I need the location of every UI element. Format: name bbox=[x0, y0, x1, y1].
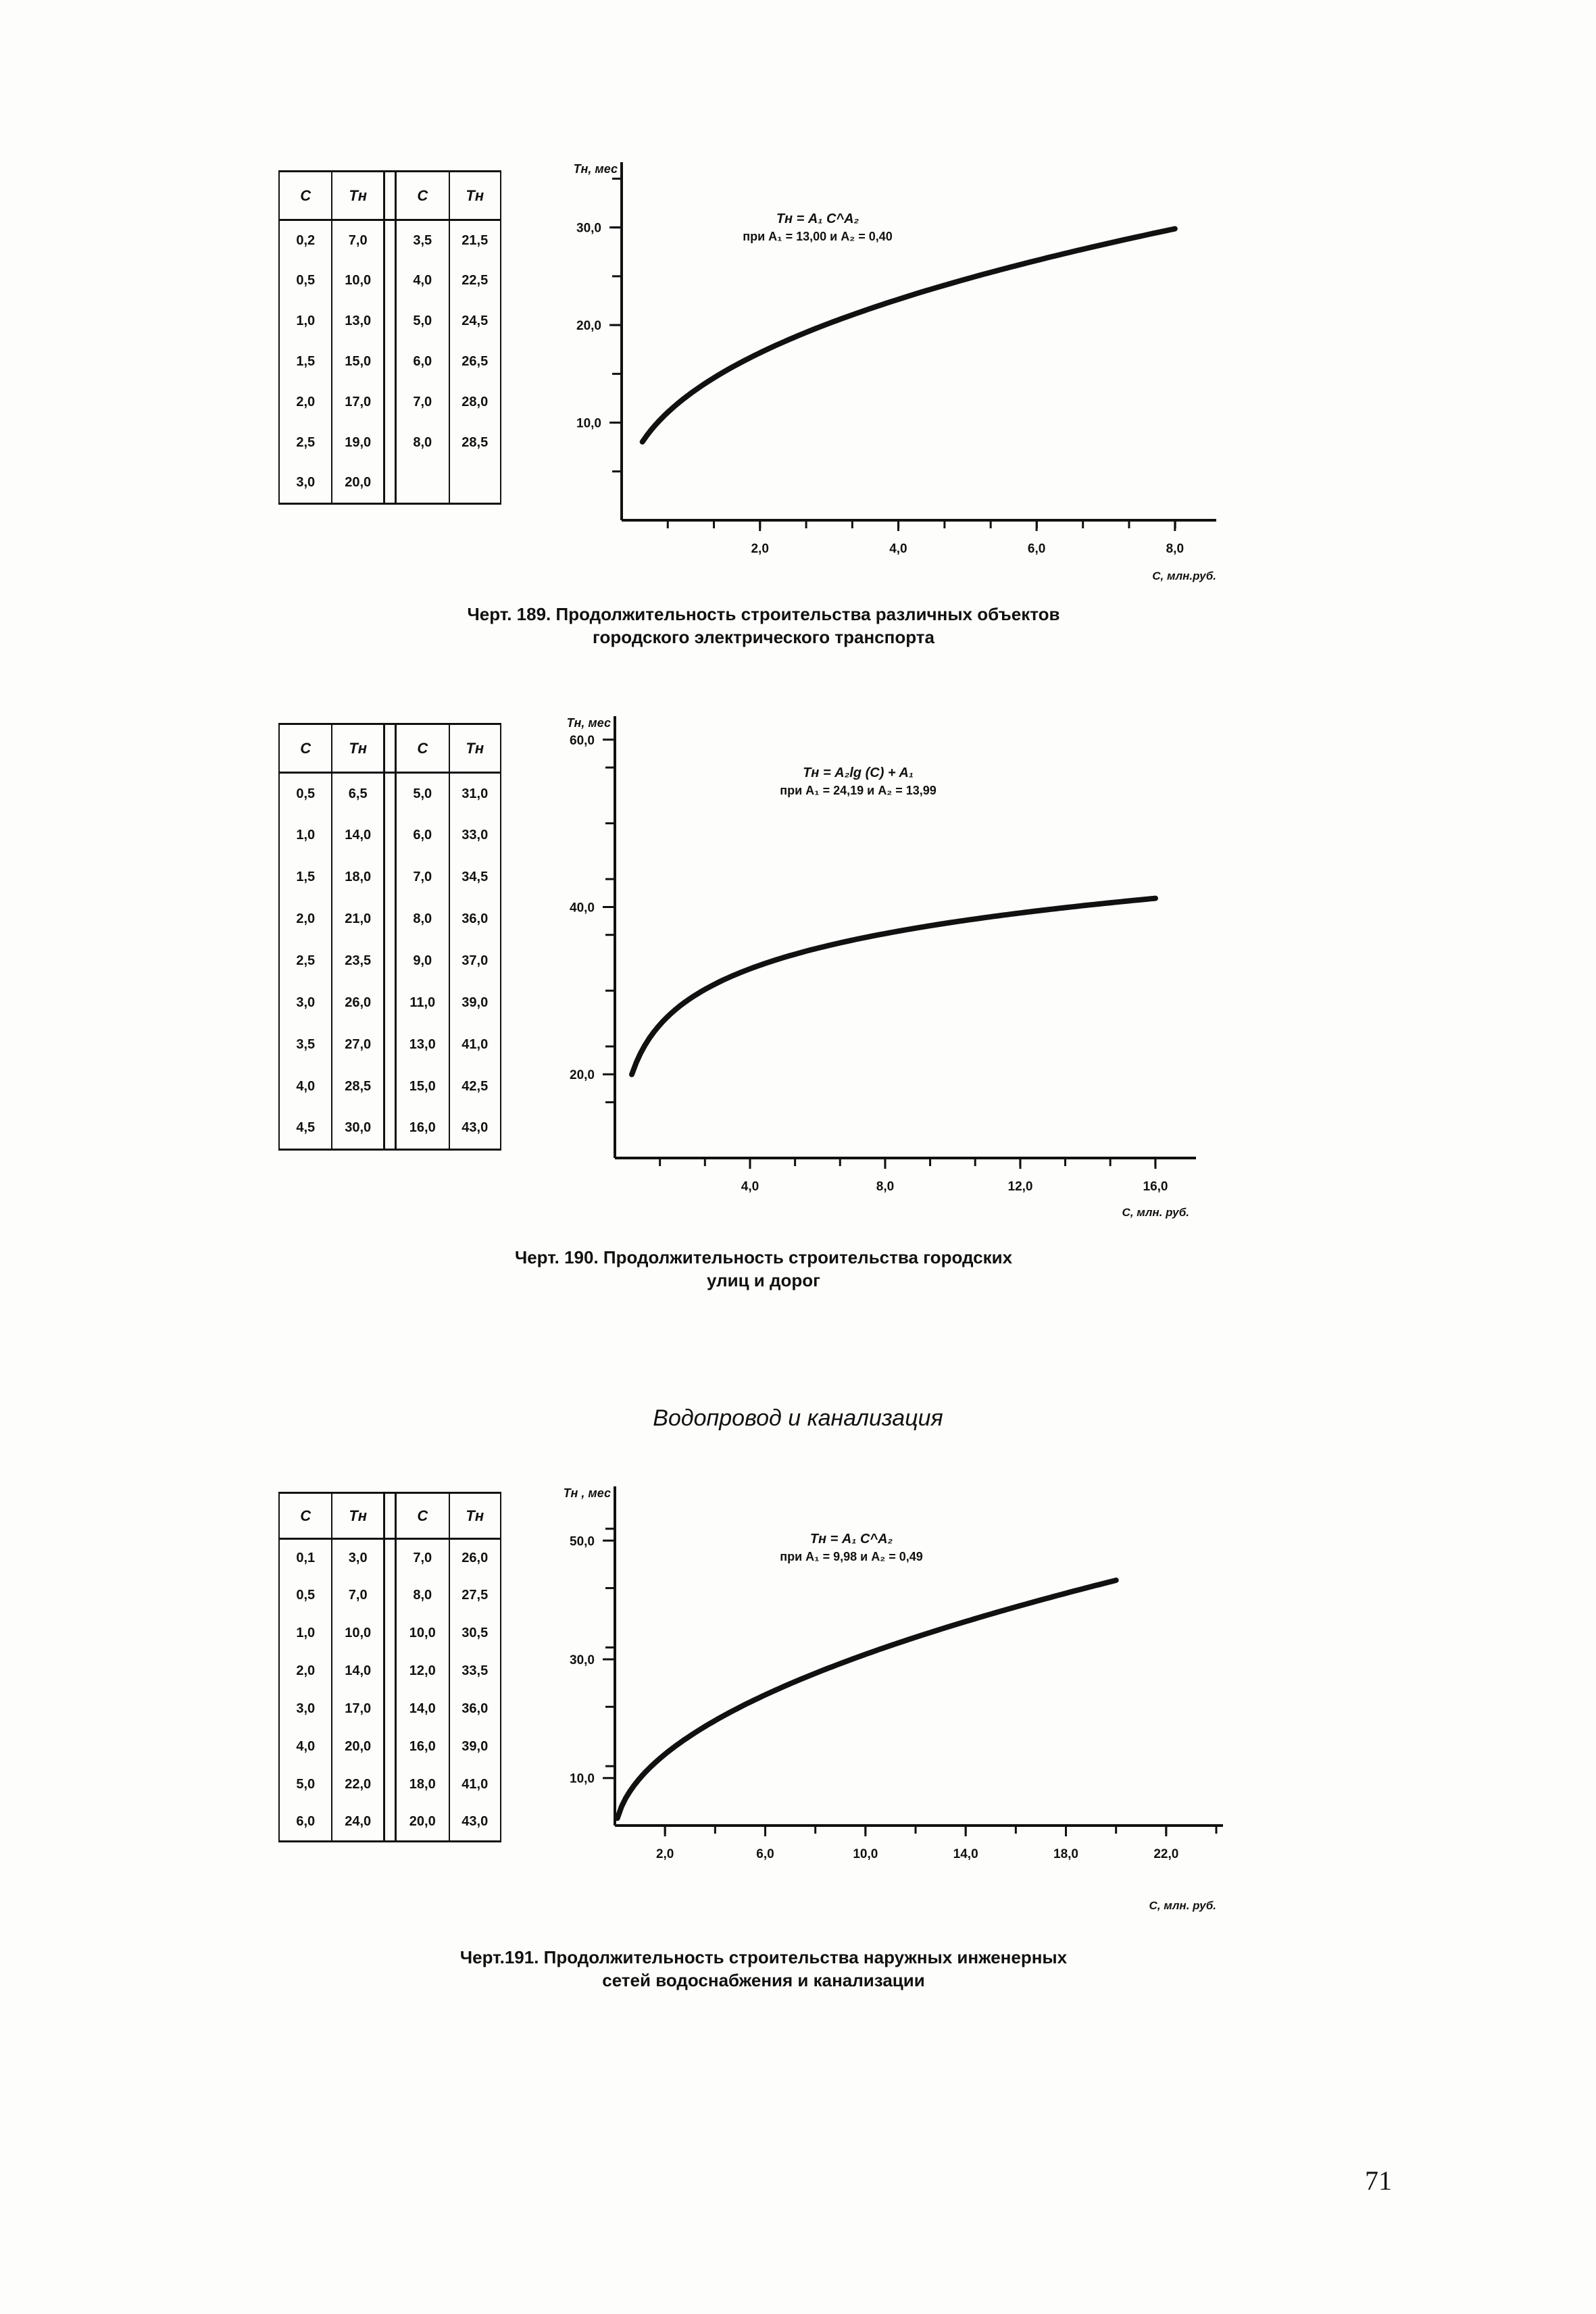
x-tick-label: 8,0 bbox=[1166, 542, 1184, 556]
table-header: C bbox=[279, 1493, 332, 1539]
x-tick-label: 16,0 bbox=[1143, 1180, 1168, 1194]
y-tick-label: 50,0 bbox=[570, 1534, 595, 1549]
y-tick-label: 20,0 bbox=[570, 1068, 595, 1083]
table-row: 0,1 3,0 7,0 26,0 bbox=[279, 1539, 501, 1577]
table-row: 2,0 14,0 12,0 33,5 bbox=[279, 1653, 501, 1690]
y-axis-label: Tн, мес bbox=[573, 162, 618, 176]
table-row: 1,5 15,0 6,0 26,5 bbox=[279, 342, 501, 382]
x-tick-label: 14,0 bbox=[953, 1847, 978, 1861]
table-row: 1,5 18,0 7,0 34,5 bbox=[279, 857, 501, 899]
page-number: 71 bbox=[1365, 2165, 1392, 2196]
table-row: 2,5 23,5 9,0 37,0 bbox=[279, 940, 501, 982]
y-tick-label: 20,0 bbox=[576, 319, 601, 334]
section-title: Водопровод и канализация bbox=[653, 1405, 943, 1431]
table-header: C bbox=[279, 724, 332, 773]
table-header: Tн bbox=[332, 172, 384, 220]
y-axis-label: Tн, мес bbox=[566, 716, 611, 730]
y-tick-label: 10,0 bbox=[570, 1771, 595, 1786]
table-header: Tн bbox=[449, 172, 501, 220]
table-row: 4,5 30,0 16,0 43,0 bbox=[279, 1108, 501, 1150]
caption-line: Черт. 190. Продолжительность строительства городских bbox=[514, 1247, 1013, 1267]
table-row: 6,0 24,0 20,0 43,0 bbox=[279, 1804, 501, 1842]
table-row: 4,0 20,0 16,0 39,0 bbox=[279, 1728, 501, 1766]
chart bbox=[527, 155, 1243, 615]
caption-line: улиц и дорог bbox=[706, 1270, 820, 1290]
table-row: 4,0 28,5 15,0 42,5 bbox=[279, 1066, 501, 1108]
data-table bbox=[278, 1492, 501, 1842]
figure-caption bbox=[291, 1946, 1237, 1992]
series-curve bbox=[632, 899, 1155, 1075]
caption-line: сетей водоснабжения и канализации bbox=[602, 1970, 925, 1990]
table-row: 2,0 17,0 7,0 28,0 bbox=[279, 382, 501, 423]
x-tick-label: 6,0 bbox=[756, 1847, 774, 1861]
table-row: 1,0 10,0 10,0 30,5 bbox=[279, 1615, 501, 1653]
table-header: C bbox=[396, 1493, 449, 1539]
table-row: 3,0 17,0 14,0 36,0 bbox=[279, 1690, 501, 1728]
formula-label: Tн = A₁ C^A₂ bbox=[809, 1532, 893, 1546]
x-axis-label: C, млн. руб. bbox=[1122, 1206, 1189, 1219]
formula-label: Tн = A₂lg (C) + A₁ bbox=[803, 765, 914, 780]
table-row: 2,0 21,0 8,0 36,0 bbox=[279, 899, 501, 940]
y-tick-label: 30,0 bbox=[576, 221, 601, 236]
table-row: 5,0 22,0 18,0 41,0 bbox=[279, 1766, 501, 1804]
y-tick-label: 40,0 bbox=[570, 901, 595, 915]
data-table bbox=[278, 170, 501, 505]
table-header: C bbox=[279, 172, 332, 220]
x-axis-label: C, млн.руб. bbox=[1152, 570, 1216, 582]
series-curve bbox=[618, 1580, 1116, 1818]
table-row: 3,0 26,0 11,0 39,0 bbox=[279, 982, 501, 1024]
data-table bbox=[278, 723, 501, 1151]
table-row: 3,5 27,0 13,0 41,0 bbox=[279, 1024, 501, 1066]
x-tick-label: 10,0 bbox=[853, 1847, 878, 1861]
table-gap bbox=[384, 1493, 395, 1539]
x-tick-label: 12,0 bbox=[1007, 1180, 1033, 1194]
y-axis-label: Tн , мес bbox=[563, 1486, 611, 1500]
chart bbox=[527, 1480, 1243, 1919]
x-tick-label: 8,0 bbox=[876, 1180, 895, 1194]
y-tick-label: 60,0 bbox=[570, 733, 595, 748]
table-header: C bbox=[396, 172, 449, 220]
x-tick-label: 18,0 bbox=[1053, 1847, 1078, 1861]
formula-label: Tн = A₁ C^A₂ bbox=[776, 211, 859, 226]
table-gap bbox=[384, 724, 395, 773]
series-curve bbox=[643, 229, 1175, 442]
table-row: 0,5 6,5 5,0 31,0 bbox=[279, 773, 501, 815]
table-row: 0,5 10,0 4,0 22,5 bbox=[279, 261, 501, 301]
table-row: 0,5 7,0 8,0 27,5 bbox=[279, 1577, 501, 1615]
x-tick-label: 2,0 bbox=[751, 542, 769, 556]
table-row: 3,0 20,0 bbox=[279, 463, 501, 504]
table-header: Tн bbox=[449, 724, 501, 773]
x-axis-label: C, млн. руб. bbox=[1149, 1899, 1216, 1912]
caption-line: городского электрического транспорта bbox=[593, 627, 934, 647]
caption-line: Черт.191. Продолжительность строительства наружных инженерных bbox=[459, 1947, 1068, 1967]
table-header: Tн bbox=[449, 1493, 501, 1539]
x-tick-label: 2,0 bbox=[655, 1847, 674, 1861]
formula-params: при A₁ = 24,19 и A₂ = 13,99 bbox=[780, 784, 937, 797]
table-header: Tн bbox=[332, 724, 384, 773]
table-row: 2,5 19,0 8,0 28,5 bbox=[279, 423, 501, 463]
table-gap bbox=[384, 172, 395, 220]
figure-caption bbox=[291, 603, 1237, 649]
table-row: 1,0 13,0 5,0 24,5 bbox=[279, 301, 501, 342]
table-row: 1,0 14,0 6,0 33,0 bbox=[279, 815, 501, 857]
formula-params: при A₁ = 13,00 и A₂ = 0,40 bbox=[743, 230, 893, 243]
figure-caption bbox=[291, 1246, 1237, 1292]
x-tick-label: 22,0 bbox=[1153, 1847, 1179, 1861]
x-tick-label: 4,0 bbox=[889, 542, 907, 556]
table-row: 0,2 7,0 3,5 21,5 bbox=[279, 220, 501, 261]
y-tick-label: 10,0 bbox=[576, 416, 601, 431]
table-header: C bbox=[396, 724, 449, 773]
formula-params: при A₁ = 9,98 и A₂ = 0,49 bbox=[780, 1550, 923, 1563]
chart bbox=[527, 709, 1243, 1250]
x-tick-label: 6,0 bbox=[1027, 542, 1046, 556]
table-header: Tн bbox=[332, 1493, 384, 1539]
x-tick-label: 4,0 bbox=[741, 1180, 759, 1194]
y-tick-label: 30,0 bbox=[570, 1653, 595, 1667]
caption-line: Черт. 189. Продолжительность строительства различных объектов bbox=[467, 604, 1060, 624]
